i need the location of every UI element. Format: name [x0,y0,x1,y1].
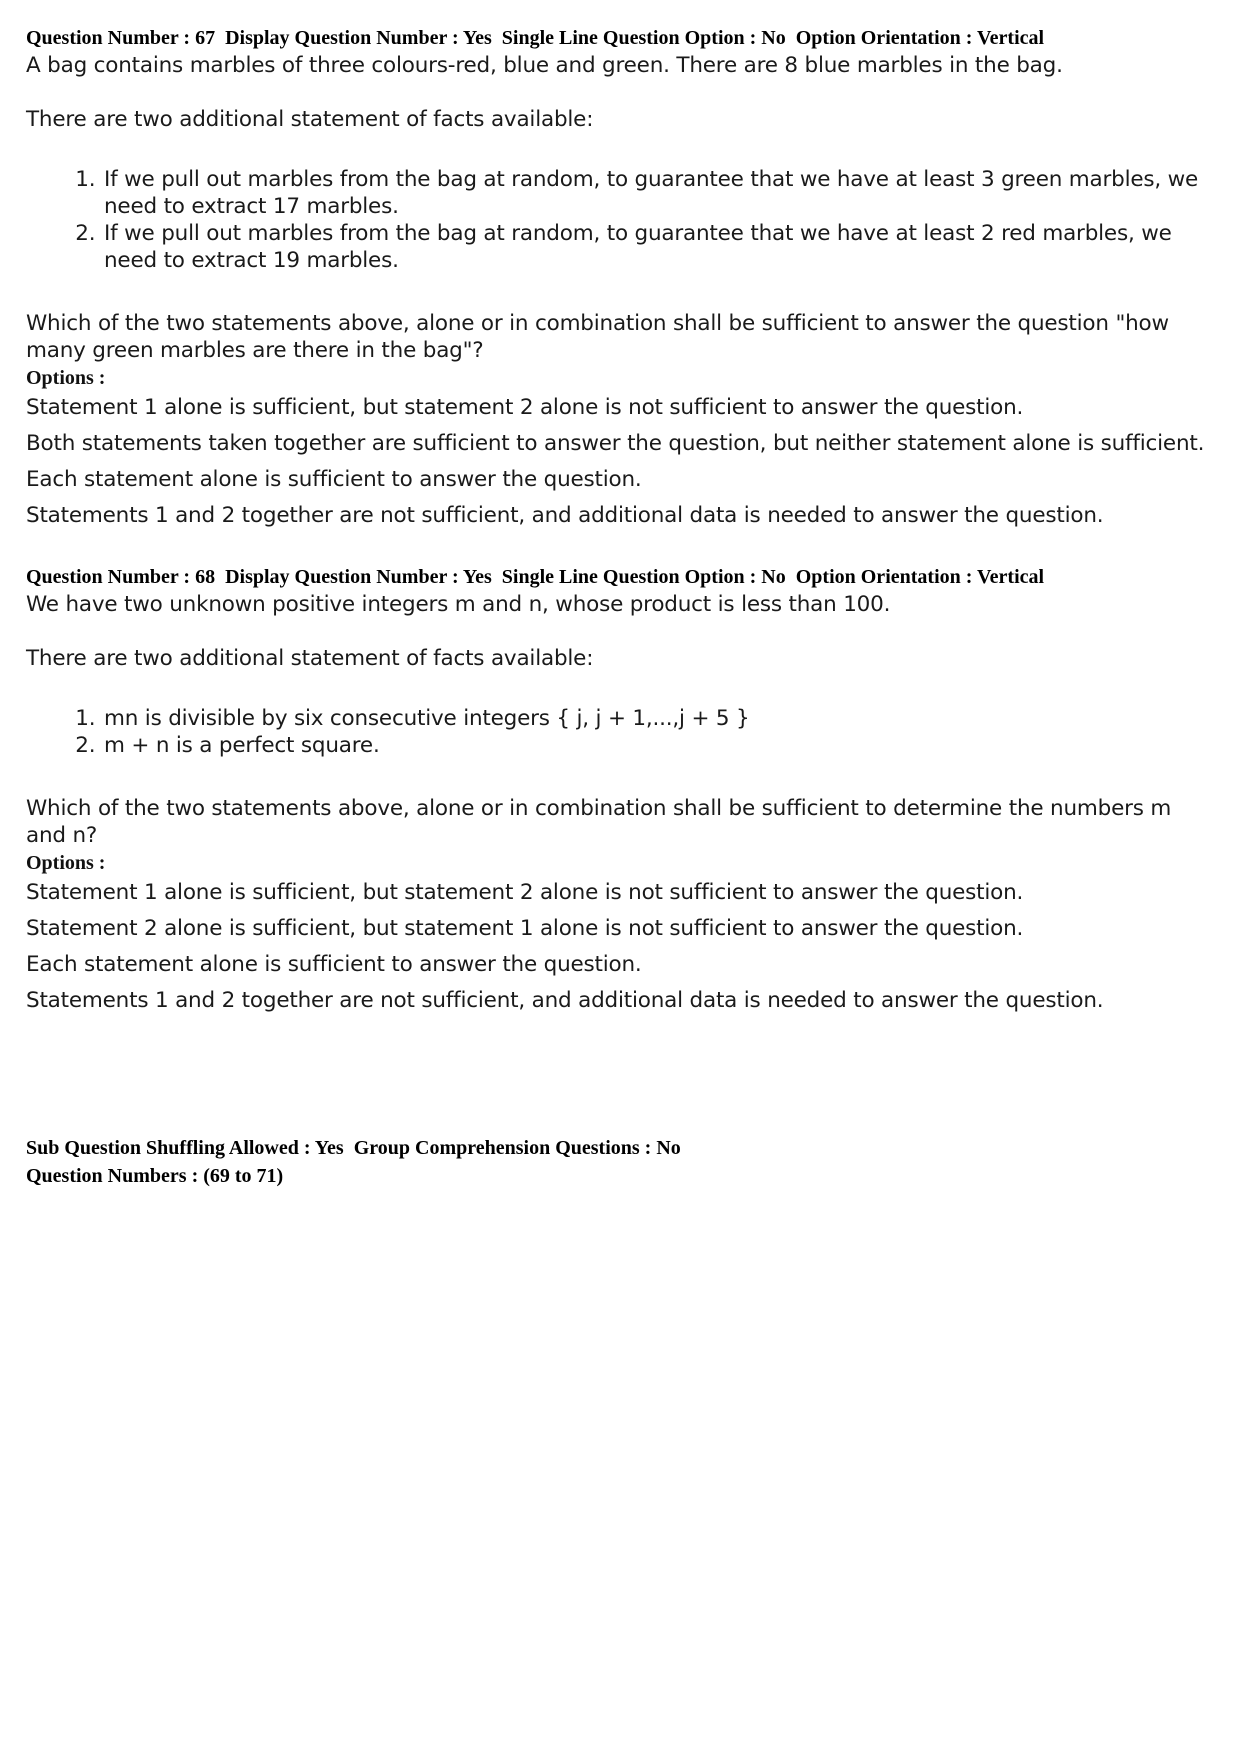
facts-list [26,705,1216,759]
facts-label: There are two additional statement of facts available: [26,107,594,132]
group-meta [26,1134,1216,1190]
options-label: Options : [26,852,106,874]
question-intro: We have two unknown positive integers m and n, whose product is less than 100. [26,592,891,617]
question-number-label: Question Number : 68 [26,566,216,588]
question-meta [26,24,1216,52]
fact-item: 1. If we pull out marbles from the bag at random, to guarantee that we have at least 3 green marbles, we need to extract 17 marbles. [102,166,1216,220]
group-meta-line-1 [26,1134,1216,1162]
option-4[interactable]: Statements 1 and 2 together are not sufficient, and additional data is needed to answer the question. [26,988,1104,1013]
option-2[interactable]: Statement 2 alone is sufficient, but statement 1 alone is not sufficient to answer the question. [26,916,1024,941]
facts-list [26,166,1216,274]
question-paper-page [26,24,1216,1190]
option-3[interactable]: Each statement alone is sufficient to answer the question. [26,952,642,977]
display-question-number-label: Display Question Number : Yes [225,566,492,588]
question-meta [26,563,1216,591]
single-line-option-label: Single Line Question Option : No [501,566,786,588]
fact-item: 2. If we pull out marbles from the bag at random, to guarantee that we have at least 2 red marbles, we need to extract 19 marbles. [102,220,1216,274]
question-intro: A bag contains marbles of three colours-red, blue and green. There are 8 blue marbles in the bag. [26,53,1063,78]
question-ask: Which of the two statements above, alone or in combination shall be sufficient to determine the numbers m and n? [26,796,1172,848]
option-orientation-label: Option Orientation : Vertical [795,566,1045,588]
option-1[interactable]: Statement 1 alone is sufficient, but statement 2 alone is not sufficient to answer the question. [26,395,1024,420]
group-comprehension-label: Group Comprehension Questions : No [353,1137,681,1159]
facts-label: There are two additional statement of facts available: [26,646,594,671]
shuffling-label: Sub Question Shuffling Allowed : Yes [26,1137,344,1159]
options-label: Options : [26,367,106,389]
fact-item: 1. mn is divisible by six consecutive integers { j, j + 1,...,j + 5 } [102,705,1216,732]
option-4[interactable]: Statements 1 and 2 together are not sufficient, and additional data is needed to answer the question. [26,503,1104,528]
question-number-label: Question Number : 67 [26,27,216,49]
option-3[interactable]: Each statement alone is sufficient to answer the question. [26,467,642,492]
display-question-number-label: Display Question Number : Yes [225,27,492,49]
option-1[interactable]: Statement 1 alone is sufficient, but statement 2 alone is not sufficient to answer the question. [26,880,1024,905]
option-2[interactable]: Both statements taken together are sufficient to answer the question, but neither statement alone is sufficient. [26,431,1205,456]
question-block-68 [26,563,1216,1014]
question-numbers-label: Question Numbers : (69 to 71) [26,1165,284,1187]
single-line-option-label: Single Line Question Option : No [501,27,786,49]
question-ask: Which of the two statements above, alone or in combination shall be sufficient to answer the question "how many green marbles are there in the bag"? [26,311,1169,363]
option-orientation-label: Option Orientation : Vertical [795,27,1045,49]
question-block-67 [26,24,1216,529]
fact-item: 2. m + n is a perfect square. [102,732,1216,759]
